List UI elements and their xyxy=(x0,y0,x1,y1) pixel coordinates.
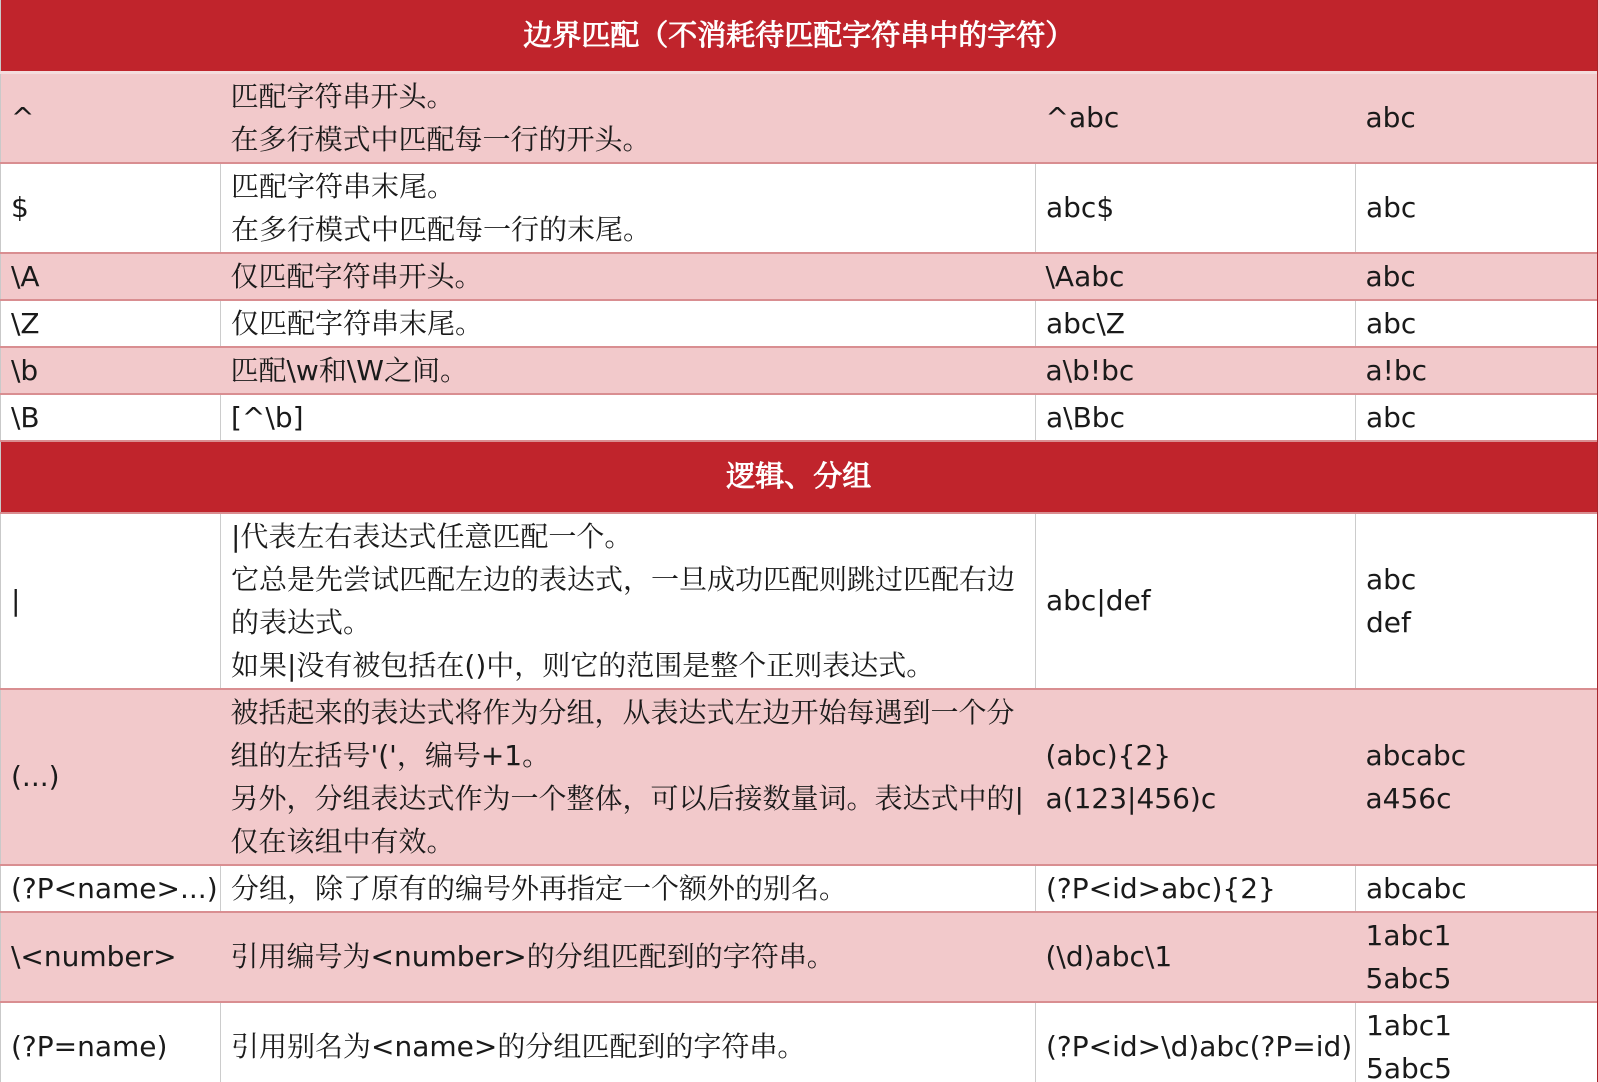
cell-line: abc\Z xyxy=(1046,306,1125,340)
cell-line: (...) xyxy=(11,760,60,793)
cell-line: a(123|456)c xyxy=(1045,781,1217,815)
description-cell xyxy=(221,347,1036,394)
section-header-title: 逻辑、分组 xyxy=(1,441,1598,513)
cell-line: 如果|没有被包括在()中，则它的范围是整个正则表达式。 xyxy=(231,648,935,682)
match-cell xyxy=(1356,300,1598,347)
description-cell xyxy=(221,300,1036,347)
table-row xyxy=(1,865,1598,912)
cell-line: $ xyxy=(11,191,29,224)
cell-line: 被括起来的表达式将作为分组，从表达式左边开始每遇到一个分组的左括号'('，编号+1。 xyxy=(230,695,1015,772)
match-cell xyxy=(1356,513,1598,689)
table-body xyxy=(1,0,1598,1082)
cell-line: a\b!bc xyxy=(1045,353,1135,387)
cell-line: |代表左右表达式任意匹配一个。 xyxy=(231,519,633,553)
table-row xyxy=(1,689,1598,865)
pattern-cell xyxy=(1,689,221,865)
match-cell xyxy=(1356,72,1598,163)
description-cell xyxy=(221,513,1036,689)
table-row xyxy=(1,347,1598,394)
cell-line: abc xyxy=(1366,400,1417,434)
example-cell xyxy=(1036,513,1356,689)
cell-line: ^abc xyxy=(1045,101,1120,134)
table-row xyxy=(1,1002,1598,1082)
example-cell xyxy=(1036,1002,1356,1082)
cell-line: \A xyxy=(11,259,40,293)
cell-line: 在多行模式中匹配每一行的开头。 xyxy=(230,122,651,156)
cell-line: \<number> xyxy=(11,940,177,973)
pattern-cell xyxy=(1,347,221,394)
example-cell xyxy=(1036,253,1356,300)
cell-line: [^\b] xyxy=(231,400,304,434)
description-cell xyxy=(221,912,1036,1002)
cell-line: 匹配字符串末尾。 xyxy=(231,169,456,203)
pattern-cell xyxy=(1,253,221,300)
match-cell xyxy=(1356,163,1598,253)
cell-line: 5abc5 xyxy=(1366,1051,1452,1082)
description-cell xyxy=(221,1002,1036,1082)
cell-line: abc|def xyxy=(1046,584,1151,617)
match-cell xyxy=(1356,394,1598,441)
table-row xyxy=(1,72,1598,163)
match-cell xyxy=(1356,912,1598,1002)
example-cell xyxy=(1036,72,1356,163)
description-cell xyxy=(221,72,1036,163)
cell-line: abc xyxy=(1365,259,1416,293)
cell-line: abc xyxy=(1366,306,1417,340)
description-cell xyxy=(221,163,1036,253)
table-row xyxy=(1,163,1598,253)
pattern-cell xyxy=(1,513,221,689)
cell-line: a\Bbc xyxy=(1046,400,1125,434)
table-row xyxy=(1,394,1598,441)
cell-line: (?P<id>abc){2} xyxy=(1046,871,1276,905)
section-header-title: 边界匹配（不消耗待匹配字符串中的字符） xyxy=(1,0,1598,72)
cell-line: (?P=name) xyxy=(11,1030,168,1063)
cell-line: ^ xyxy=(11,101,35,134)
pattern-cell xyxy=(1,865,221,912)
section-header-row xyxy=(1,0,1598,72)
cell-line: 引用编号为<number>的分组匹配到的字符串。 xyxy=(230,940,835,973)
cell-line: abcabc xyxy=(1366,871,1467,905)
example-cell xyxy=(1036,347,1356,394)
cell-line: 1abc1 xyxy=(1366,1008,1452,1042)
cell-line: 仅匹配字符串开头。 xyxy=(230,259,483,293)
pattern-cell xyxy=(1,163,221,253)
cell-line: (?P<id>\d)abc(?P=id) xyxy=(1046,1030,1353,1063)
match-cell xyxy=(1356,689,1598,865)
match-cell xyxy=(1356,347,1598,394)
match-cell xyxy=(1356,1002,1598,1082)
match-cell xyxy=(1356,253,1598,300)
cell-line: 匹配\w和\W之间。 xyxy=(230,353,468,387)
cell-line: 在多行模式中匹配每一行的末尾。 xyxy=(231,212,652,246)
cell-line: 分组，除了原有的编号外再指定一个额外的别名。 xyxy=(231,871,848,905)
cell-line: 1abc1 xyxy=(1365,918,1452,952)
table-row xyxy=(1,253,1598,300)
cell-line: | xyxy=(11,584,21,617)
cell-line: (\d)abc\1 xyxy=(1045,940,1173,973)
cell-line: (abc){2} xyxy=(1045,738,1172,772)
cell-line: abcabc xyxy=(1365,738,1467,772)
cell-line: abc xyxy=(1365,101,1416,134)
example-cell xyxy=(1036,865,1356,912)
example-cell xyxy=(1036,300,1356,347)
cell-line: 引用别名为<name>的分组匹配到的字符串。 xyxy=(231,1030,806,1063)
cell-line: a!bc xyxy=(1365,353,1428,387)
pattern-cell xyxy=(1,912,221,1002)
table-row xyxy=(1,912,1598,1002)
description-cell xyxy=(221,394,1036,441)
cell-line: 匹配字符串开头。 xyxy=(230,79,455,113)
cell-line: (?P<name>...) xyxy=(11,871,218,905)
pattern-cell xyxy=(1,1002,221,1082)
description-cell xyxy=(221,253,1036,300)
cell-line: \Aabc xyxy=(1045,259,1125,293)
cell-line: abc xyxy=(1366,562,1417,596)
example-cell xyxy=(1036,689,1356,865)
cell-line: \Z xyxy=(11,306,40,340)
pattern-cell xyxy=(1,394,221,441)
cell-line: 另外，分组表达式作为一个整体，可以后接数量词。表达式中的|仅在该组中有效。 xyxy=(230,781,1024,858)
table-row xyxy=(1,300,1598,347)
cell-line: a456c xyxy=(1365,781,1452,815)
pattern-cell xyxy=(1,300,221,347)
cell-line: 它总是先尝试匹配左边的表达式，一旦成功匹配则跳过匹配右边的表达式。 xyxy=(231,562,1016,639)
cell-line: \b xyxy=(11,353,39,387)
cell-line: abc$ xyxy=(1046,191,1115,224)
description-cell xyxy=(221,689,1036,865)
cell-line: 5abc5 xyxy=(1365,961,1452,995)
cell-line: abc xyxy=(1366,191,1417,224)
description-cell xyxy=(221,865,1036,912)
match-cell xyxy=(1356,865,1598,912)
example-cell xyxy=(1036,912,1356,1002)
table-row xyxy=(1,513,1598,689)
cell-line: def xyxy=(1366,605,1411,639)
section-header-row xyxy=(1,441,1598,513)
example-cell xyxy=(1036,394,1356,441)
cell-line: \B xyxy=(11,400,40,434)
cell-line: 仅匹配字符串末尾。 xyxy=(231,306,484,340)
example-cell xyxy=(1036,163,1356,253)
pattern-cell xyxy=(1,72,221,163)
